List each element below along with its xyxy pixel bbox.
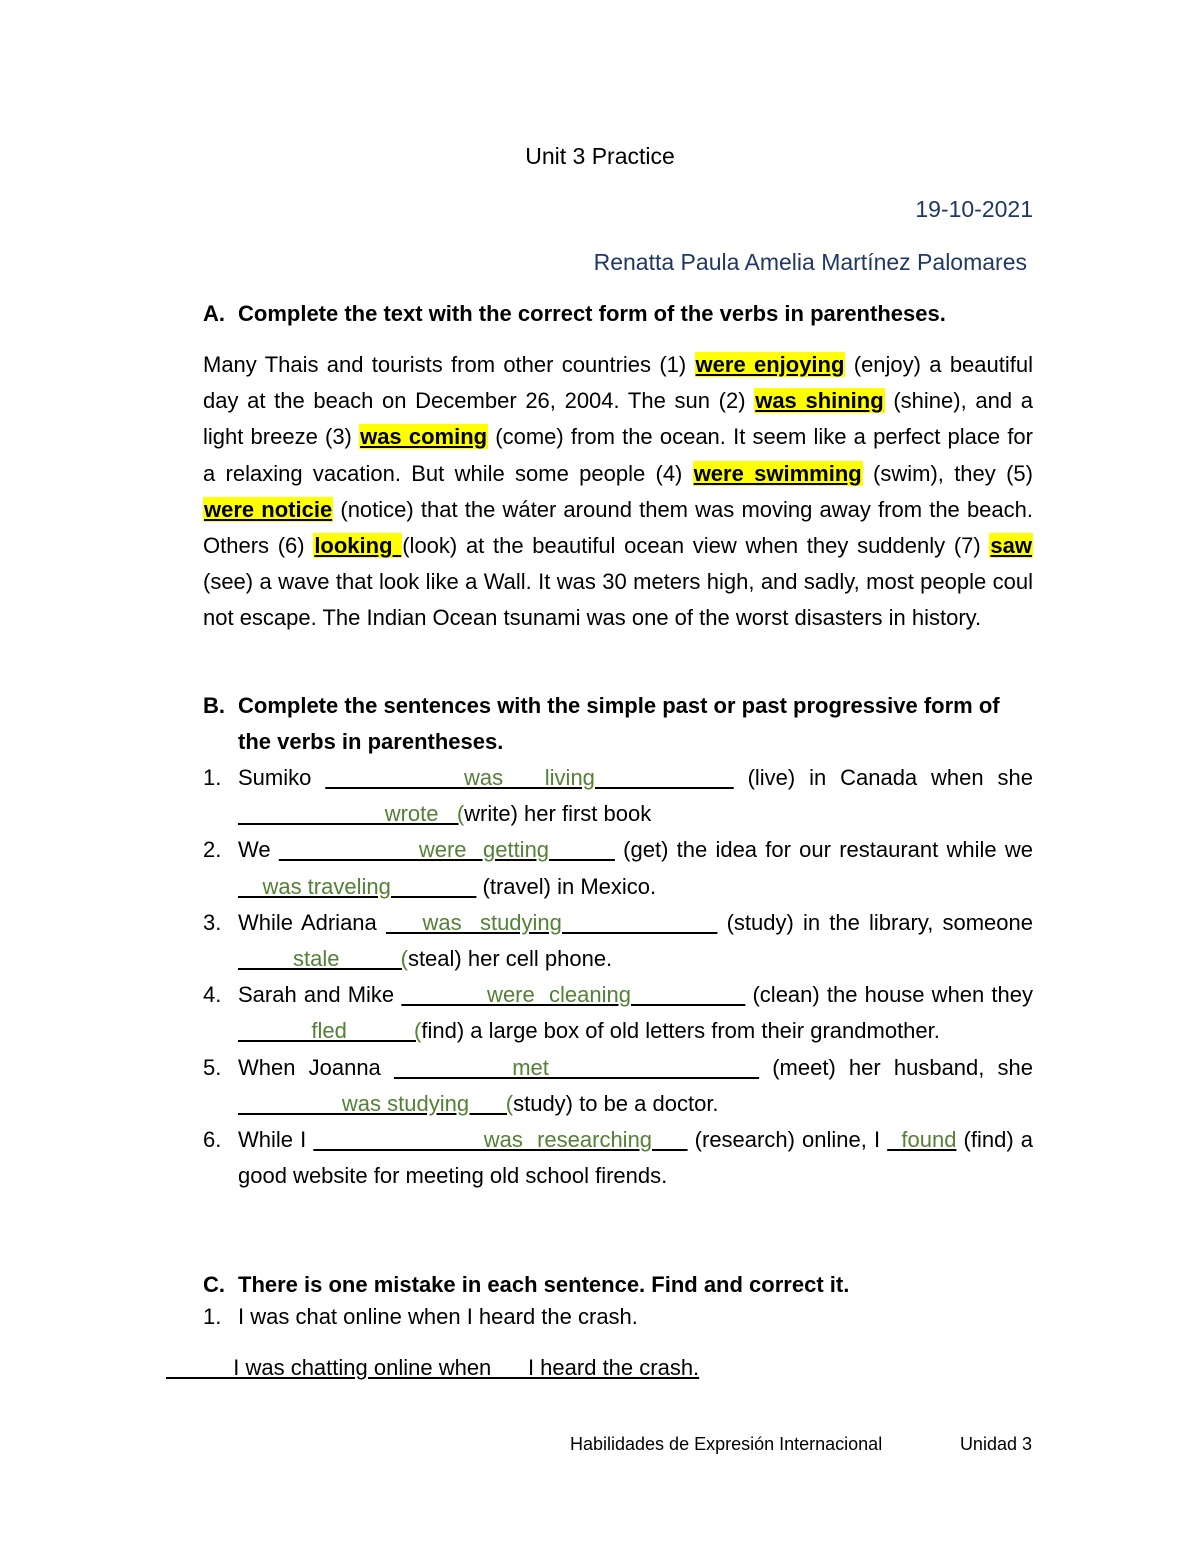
answer-blank: was living <box>325 765 734 790</box>
item-text: find) a large box of old letters from their grandmother. <box>421 1018 940 1044</box>
list-item <box>203 905 1033 977</box>
item-text: (live) in Canada when she <box>733 765 1033 790</box>
item-text: write) her first book <box>464 801 652 827</box>
mistake-sentence: I was chat online when I heard the crash. <box>238 1304 638 1329</box>
answer-blank: was traveling <box>238 873 477 899</box>
item-text: Sarah and Mike <box>238 982 402 1008</box>
list-item <box>203 832 1033 904</box>
answer-blank: wrote ( <box>238 801 465 827</box>
answer-blank: was studying <box>385 909 718 935</box>
section-a-letter: A. <box>203 301 225 326</box>
answer-blank: found <box>887 1127 957 1153</box>
section-b-list <box>203 760 1033 1194</box>
item-text: (travel) in Mexico. <box>476 873 657 899</box>
answer-blank: were cleaning <box>401 982 746 1008</box>
document-title: Unit 3 Practice <box>525 143 675 169</box>
para-text: (swim), they (5) <box>862 460 1033 486</box>
author-name: Renatta Paula Amelia Martínez Palomares <box>593 249 1027 275</box>
item-text: (get) the idea for our restaurant while we <box>614 837 1033 863</box>
section-c-instruction: There is one mistake in each sentence. Find and correct it. <box>238 1272 850 1297</box>
answer-6: looking <box>314 533 402 559</box>
section-b-letter: B. <box>203 693 225 718</box>
section-b-instruction: Complete the sentences with the simple past or past progressive form of the verbs in parentheses. <box>238 693 1000 754</box>
list-item <box>203 1050 1033 1122</box>
section-b-heading <box>203 688 1033 760</box>
item-number: 1. <box>203 765 222 790</box>
section-a-instruction: Complete the text with the correct form of the verbs in parentheses. <box>238 301 946 326</box>
answer-7: saw <box>990 533 1033 559</box>
item-text: study) to be a doctor. <box>513 1090 719 1116</box>
answer-blank: was researching <box>313 1127 688 1153</box>
list-item <box>203 977 1033 1049</box>
item-text: (clean) the house when they <box>745 982 1034 1008</box>
para-text: (come) from the ocean. It seem like a perfect place for a relaxing vacation. But while some people (4) <box>203 424 1033 486</box>
footer-course: Habilidades de Expresión Internacional <box>570 1434 883 1454</box>
date: 19-10-2021 <box>915 196 1033 222</box>
item-text: steal) her cell phone. <box>407 946 613 972</box>
answer-3: was coming <box>360 424 488 450</box>
item-text: (meet) her husband, she <box>759 1054 1034 1080</box>
para-text: Many Thais and tourists from other countries (1) <box>203 352 695 377</box>
item-number: 6. <box>203 1127 222 1153</box>
footer-unit: Unidad 3 <box>959 1434 1032 1454</box>
item-number: 3. <box>203 909 222 935</box>
section-c-letter: C. <box>203 1272 225 1297</box>
item-text: When Joanna <box>238 1054 394 1080</box>
answer-2: was shining <box>755 388 884 414</box>
item-text: (find) a good website for meeting old school firends. <box>238 1127 1033 1189</box>
item-text: We <box>238 837 279 863</box>
para-text: (enjoy) a beautiful day at the beach on December 26, 2004. The sun (2) <box>203 352 1033 414</box>
correction-answer: I was chatting online when I heard the crash. <box>166 1355 700 1380</box>
para-text: (look) at the beautiful ocean view when they suddenly (7) <box>402 533 990 559</box>
answer-blank: were getting <box>278 837 615 863</box>
section-a-paragraph <box>203 347 1033 637</box>
item-number: 5. <box>203 1054 222 1080</box>
section-c-sentence <box>203 1304 638 1330</box>
item-text: Sumiko <box>238 765 326 790</box>
para-text: (see) a wave that look like a Wall. It was 30 meters high, and sadly, most people coul not escape. The Indian Ocean tsunami was one of the worst disasters in history. <box>203 569 1033 631</box>
item-text: While I <box>238 1127 314 1153</box>
answer-blank: fled ( <box>238 1018 422 1044</box>
answer-blank: met <box>393 1054 760 1080</box>
item-text: While Adriana <box>238 909 386 935</box>
answer-blank: was studying ( <box>238 1090 514 1116</box>
item-number: 4. <box>203 982 222 1008</box>
list-item <box>203 1122 1033 1194</box>
item-number: 1. <box>203 1304 222 1329</box>
item-text: (research) online, I <box>687 1127 888 1153</box>
section-a-heading <box>203 296 1033 332</box>
list-item <box>203 760 1033 832</box>
answer-5: were noticie <box>204 496 333 522</box>
item-text: (study) in the library, someone <box>717 909 1034 935</box>
section-c-heading <box>203 1267 1033 1303</box>
answer-1: were enjoying <box>695 352 845 377</box>
para-text: (notice) that the wáter around them was moving away from the beach. Others (6) <box>203 496 1033 559</box>
answer-blank: stale ( <box>238 946 408 972</box>
item-number: 2. <box>203 837 222 863</box>
para-text: (shine), and a light breeze (3) <box>203 388 1033 450</box>
answer-4: were swimming <box>693 460 862 486</box>
